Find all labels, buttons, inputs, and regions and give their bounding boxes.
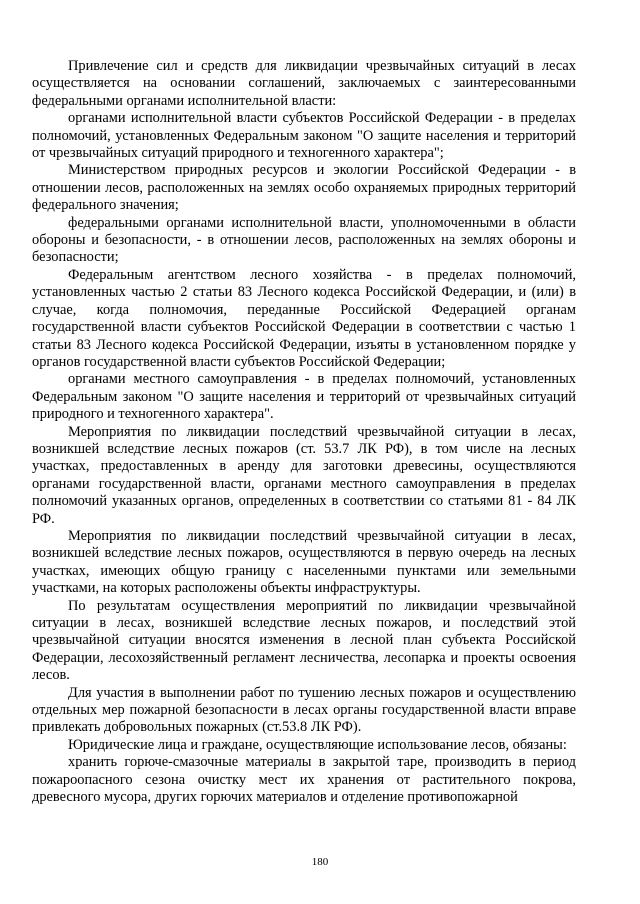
paragraph: федеральными органами исполнительной власти, уполномоченными в области обороны и безопасности, - в отношении лесов, расположенных на землях обороны и безопасности; bbox=[32, 214, 576, 266]
paragraph: Министерством природных ресурсов и экологии Российской Федерации - в отношении лесов, расположенных на землях особо охраняемых природных территорий федерального значения; bbox=[32, 162, 576, 214]
paragraph: органами исполнительной власти субъектов Российской Федерации - в пределах полномочий, установленных Федеральным законом "О защите населения и территорий от чрезвычайных ситуаций природного и техногенного характера"; bbox=[32, 110, 576, 162]
paragraph: Привлечение сил и средств для ликвидации чрезвычайных ситуаций в лесах осуществляется на основании соглашений, заключаемых с заинтересованными федеральными органами исполнительной власти: bbox=[32, 58, 576, 109]
page-number: 180 bbox=[311, 856, 329, 868]
paragraph: Федеральным агентством лесного хозяйства - в пределах полномочий, установленных частью 2 статьи 83 Лесного кодекса Российской Федерации, и (или) в случае, когда полномочия, переданные Российской Федерацией органам государственной власти субъектов Российской Федерации в соответствии с частью 1 статьи 83 Лесного кодекса Российской Федерации, изъяты в установленном порядке у органов государственной власти субъектов Российской Федерации; bbox=[32, 266, 576, 370]
document-body bbox=[32, 58, 576, 806]
paragraph: органами местного самоуправления - в пределах полномочий, установленных Федеральным законом "О защите населения и территорий от чрезвычайных ситуаций природного и техногенного характера". bbox=[32, 371, 576, 423]
paragraph: Мероприятия по ликвидации последствий чрезвычайной ситуации в лесах, возникшей вследствие лесных пожаров, осуществляются в первую очередь на лесных участках, имеющих общую границу с населенными пунктами или земельными участками, на которых расположены объекты инфраструктуры. bbox=[32, 527, 576, 597]
paragraph: По результатам осуществления мероприятий по ликвидации чрезвычайной ситуации в лесах, возникшей вследствие лесных пожаров, и последствий этой чрезвычайной ситуации вносятся изменения в лесной план субъекта Российской Федерации, лесохозяйственный регламент лесничества, лесопарка и проекты освоения лесов. bbox=[32, 597, 576, 684]
paragraph: Для участия в выполнении работ по тушению лесных пожаров и осуществлению отдельных мер пожарной безопасности в лесах органы государственной власти вправе привлекать добровольных пожарных (ст.53.8 ЛК РФ). bbox=[32, 684, 576, 736]
paragraph: Мероприятия по ликвидации последствий чрезвычайной ситуации в лесах, возникшей вследствие лесных пожаров (ст. 53.7 ЛК РФ), в том числе на лесных участках, предоставленных в аренду для заготовки древесины, осуществляются органами государственной власти, органами местного самоуправления в пределах полномочий указанных органов, определенных в соответствии со статьями 81 - 84 ЛК РФ. bbox=[32, 423, 576, 527]
paragraph: хранить горюче-смазочные материалы в закрытой таре, производить в период пожароопасного сезона очистку мест их хранения от растительного покрова, древесного мусора, других горючих материалов и отделение противопожарной bbox=[32, 754, 576, 806]
paragraph: Юридические лица и граждане, осуществляющие использование лесов, обязаны: bbox=[68, 736, 567, 753]
